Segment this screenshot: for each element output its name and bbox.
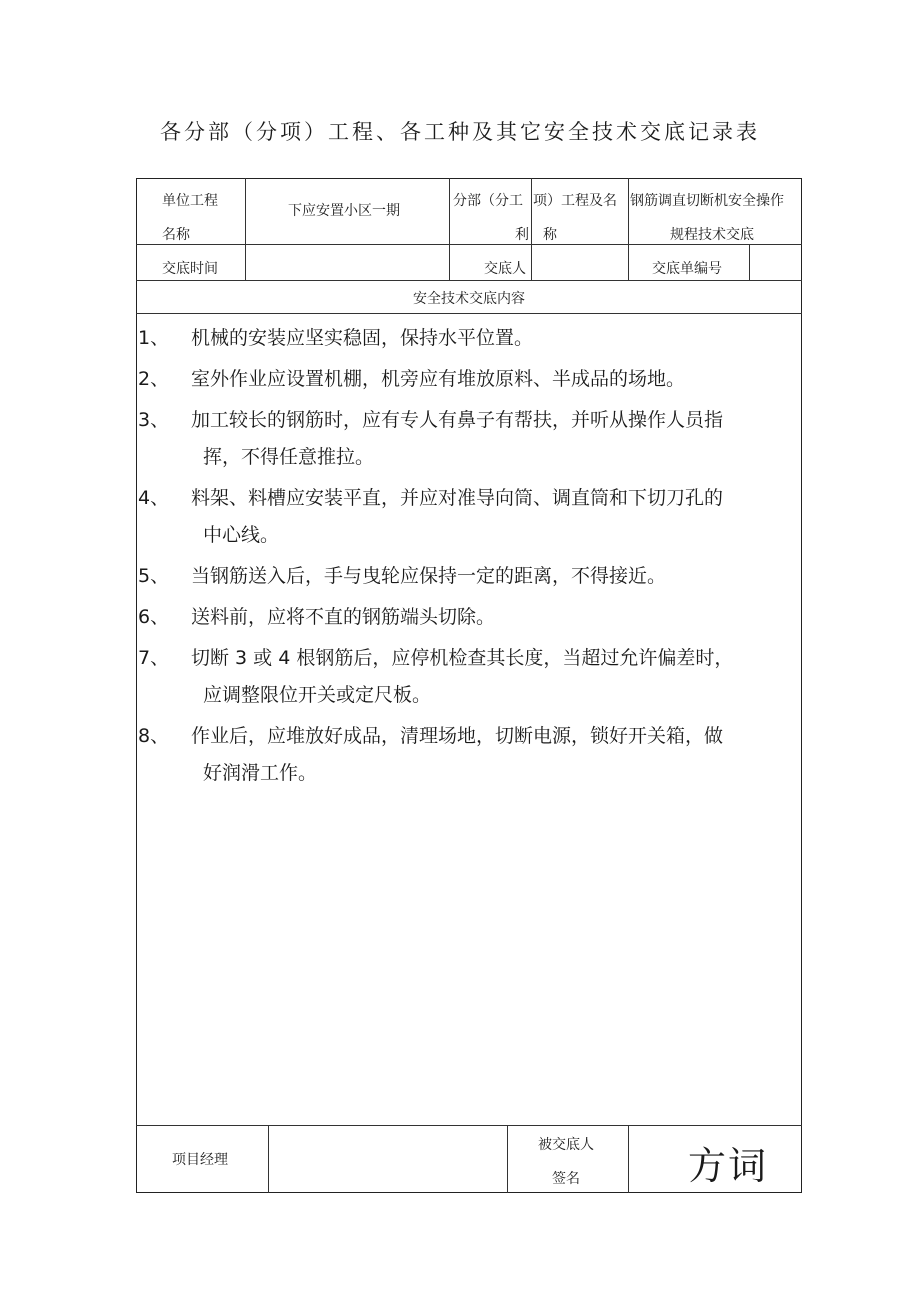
sub-project-value: 钢筋调直切断机安全操作 规程技术交底 xyxy=(630,193,784,243)
row-divider xyxy=(136,1125,802,1126)
col-divider xyxy=(507,1125,508,1193)
receiver-label: 被交底人 签名 xyxy=(538,1137,594,1187)
person-label: 交底人 xyxy=(484,261,526,277)
unit-name-label: 单位工程 名称 xyxy=(162,193,218,243)
col-divider xyxy=(268,1125,269,1193)
col-divider xyxy=(628,1125,629,1193)
sub-project-label-b: 项）工程及名 称 xyxy=(533,193,617,243)
list-item: 2、 室外作业应设置机棚，机旁应有堆放原料、半成品的场地。 xyxy=(138,368,686,390)
sub-project-label-a: 分部（分工 利 xyxy=(453,193,529,243)
page-title: 各分部（分项）工程、各工种及其它安全技术交底记录表 xyxy=(160,120,760,144)
col-divider xyxy=(531,178,532,280)
section-title: 安全技术交底内容 xyxy=(413,291,525,307)
list-item: 5、 当钢筋送入后，手与曳轮应保持一定的距离，不得接近。 xyxy=(138,565,667,587)
signature: 方词 xyxy=(688,1144,769,1188)
list-item: 7、 切断 3 或 4 根钢筋后，应停机检查其长度，当超过允许偏差时， 应调整限位开关或定尺板。 xyxy=(138,647,734,706)
col-divider xyxy=(449,178,450,280)
number-label: 交底单编号 xyxy=(652,261,722,277)
list-item: 8、 作业后，应堆放好成品，清理场地，切断电源，锁好开关箱，做 好润滑工作。 xyxy=(138,725,724,784)
unit-name-value: 下应安置小区一期 xyxy=(288,203,400,219)
col-divider xyxy=(245,178,246,280)
list-item: 3、 加工较长的钢筋时，应有专人有鼻子有帮扶，并听从操作人员指 挥，不得任意推拉。 xyxy=(138,409,724,468)
content-list xyxy=(136,320,802,796)
manager-label: 项目经理 xyxy=(172,1152,228,1168)
time-label: 交底时间 xyxy=(162,261,218,277)
col-divider xyxy=(628,178,629,280)
list-item: 1、 机械的安装应坚实稳固，保持水平位置。 xyxy=(138,327,534,349)
list-item: 6、 送料前，应将不直的钢筋端头切除。 xyxy=(138,606,496,628)
list-item: 4、 料架、料槽应安装平直，并应对准导向筒、调直筒和下切刀孔的 中心线。 xyxy=(138,487,724,546)
